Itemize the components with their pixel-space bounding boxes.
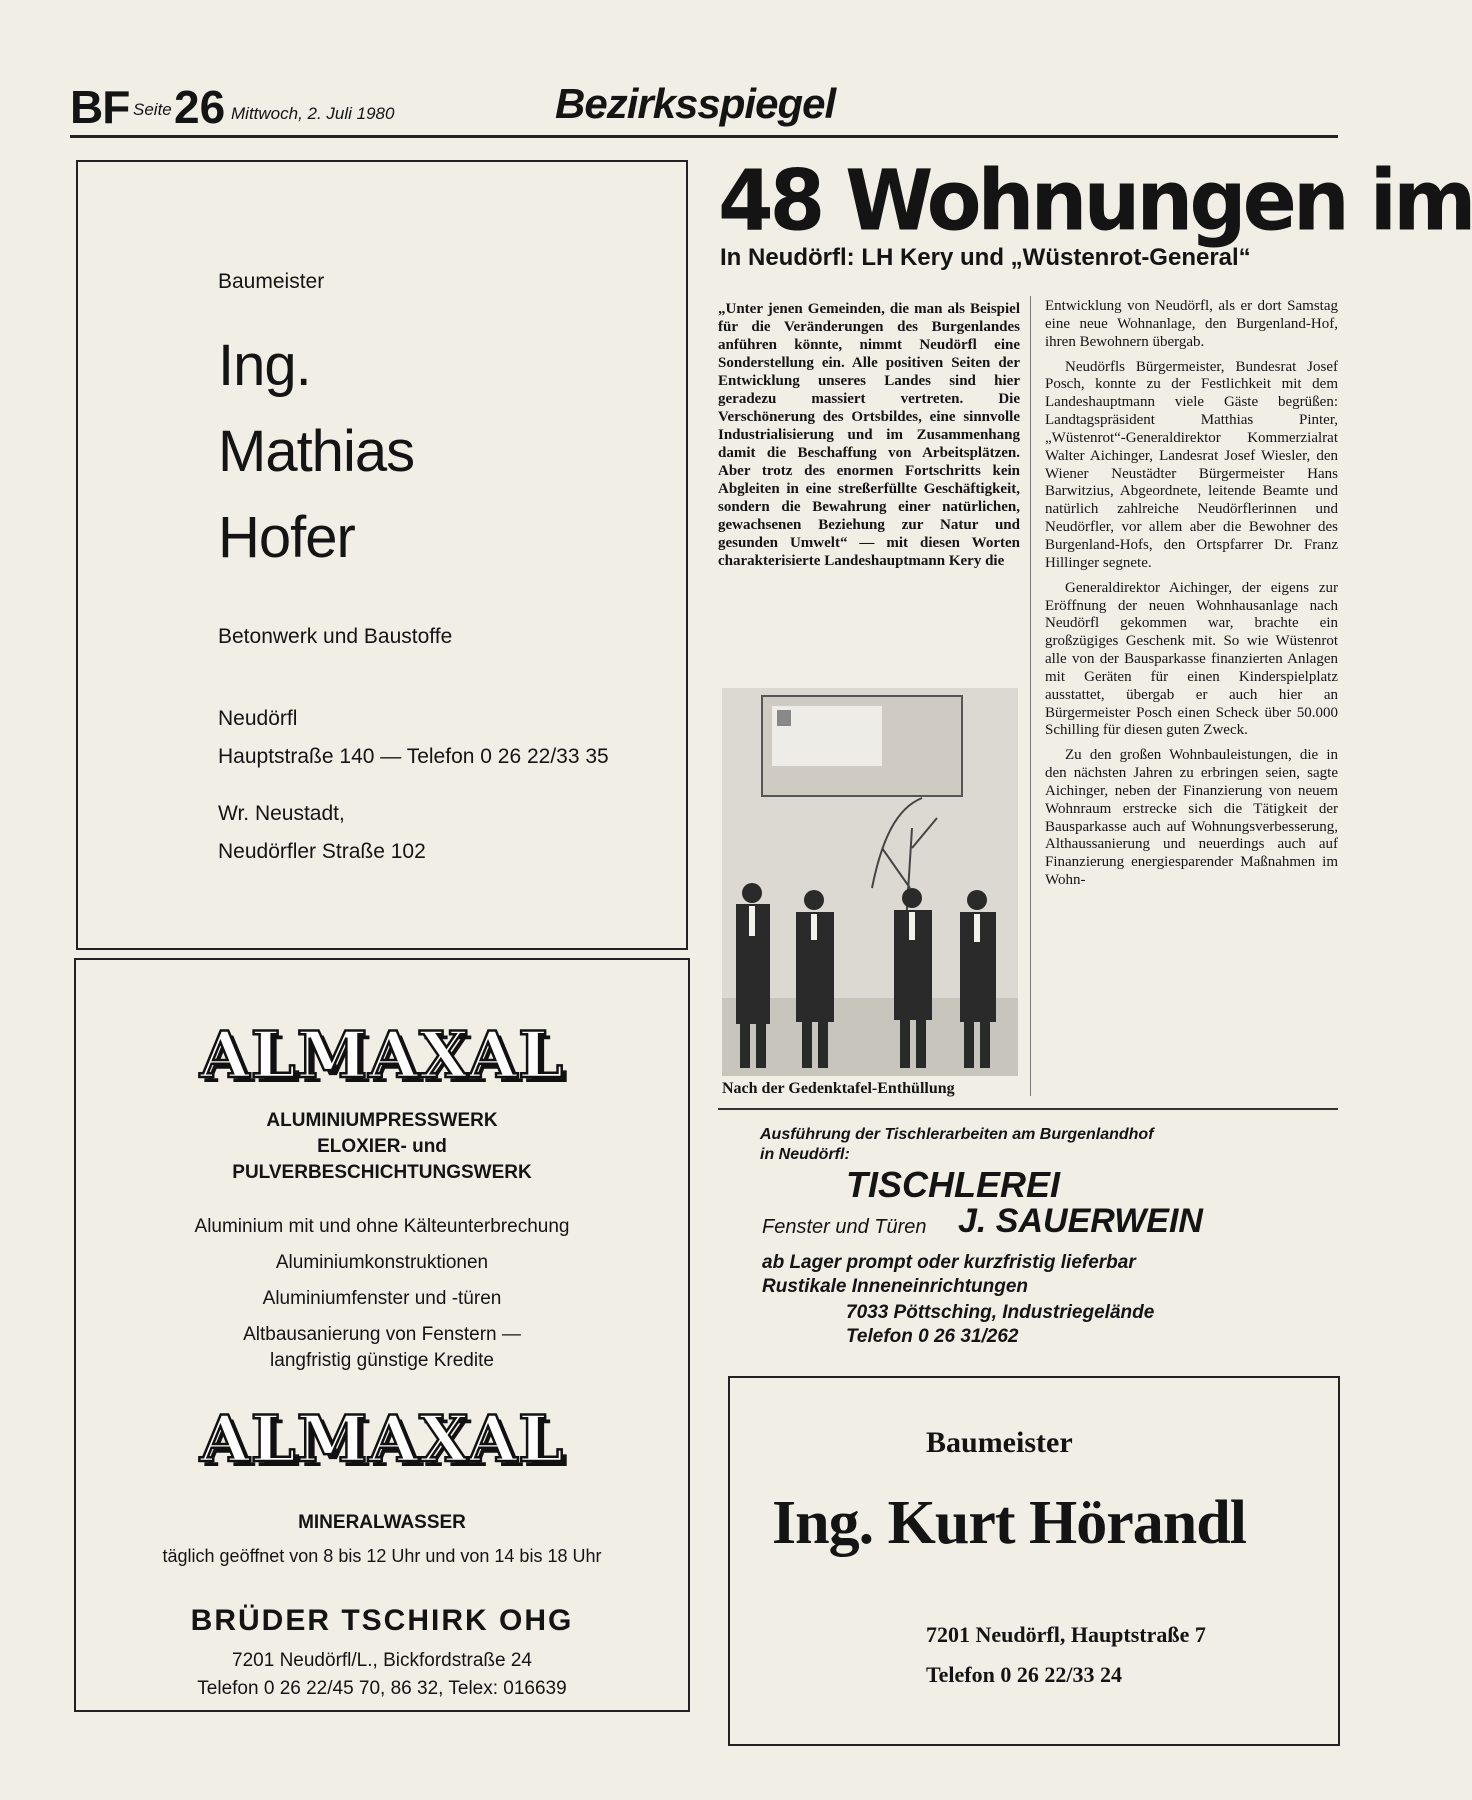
almaxal-logo-2: ALMAXAL [199,1402,565,1477]
article-photo [722,688,1018,1076]
article-lead: „Unter jenen Gemeinden, die man als Beispiel für die Veränderungen des Burgenlandes anführen könnte, nimmt Neudörfl eine Sonderstellung ein. Alle positiven Seiten der Entwicklung unseres Landes sind hier geradezu massiert vertreten. Die Verschönerung des Ortsbildes, eine sinnvolle Industrialisierung und im Zusammenhang damit die Beschaffung von Arbeitsplätzen. Aber trotz des enormen Fortschritts kein Abgleiten in eine streßerfüllte Geschäftigkeit, sondern die Bewahrung einer natürlichen, gewachsenen Beziehung zur Natur und gesunden Umwelt“ — mit diesen Worten charakterisierte Landeshauptmann Kery die [718,301,1020,569]
section-title: Bezirksspiegel [555,80,836,127]
almaxal-line-3: PULVERBESCHICHTUNGSWERK [232,1162,532,1183]
ad-hofer-address-1: Hauptstraße 140 — Telefon 0 26 22/33 35 [218,745,609,768]
tischlerei-phone: Telefon 0 26 31/262 [846,1326,1019,1347]
almaxal-line-2: ELOXIER- und [317,1136,447,1157]
article-subhead: In Neudörfl: LH Kery und „Wüstenrot-General“ [720,244,1251,271]
tischlerei-intro-1: Ausführung der Tischlerarbeiten am Burgenlandhof [760,1126,1154,1143]
tischlerei-address: 7033 Pöttsching, Industriegelände [846,1302,1155,1323]
tischlerei-line-2: Rustikale Inneneinrichtungen [762,1276,1029,1297]
issue-date: Mittwoch, 2. Juli 1980 [231,104,395,123]
article-paragraph: Neudörfls Bürgermeister, Bundesrat Josef Posch, konnte zu der Festlichkeit mit dem Landeshauptmann viele Gäste begrüßen: Landtagspräsident Matthias Pinter, „Wüstenrot“-Generaldirektor Kommerzialrat Walter Aichinger, Landesrat Josef Wiesler, den Wiener Neustädter Bürgermeister Hans Barwitzius, Abgeordnete, leitende Beamte und natürlich zahlreiche Neudörflerinnen und Neudörfler, vor allem aber die Bewohner des Burgenland-Hofs, den Ortspfarrer Dr. Franz Hillinger segnete. [1045,358,1338,571]
hoerandl-title: Baumeister [926,1426,1073,1459]
ad-hoerandl [728,1376,1340,1746]
almaxal-line-8: langfristig günstige Kredite [270,1350,494,1371]
ad-tischlerei [718,1112,1338,1362]
ad-hofer [76,160,688,950]
almaxal-hours: täglich geöffnet von 8 bis 12 Uhr und von 14 bis 18 Uhr [162,1546,602,1566]
section-rule [718,1108,1338,1110]
ad-hofer-town-1: Neudörfl [218,707,298,730]
almaxal-line-7: Altbausanierung von Fenstern — [243,1324,521,1345]
ad-hofer-name-1: Ing. [218,333,311,398]
tischlerei-title: TISCHLEREI [846,1164,1061,1205]
article-column-1 [718,300,1020,570]
almaxal-logo-1: ALMAXAL [199,1018,565,1093]
ad-hofer-business: Betonwerk und Baustoffe [218,625,453,648]
article-column-2 [1045,298,1338,1098]
page-label: Seite [133,100,172,119]
article-headline: 48 Wohnungen im [718,152,1472,250]
ad-almaxal [74,958,690,1712]
almaxal-line-5: Aluminiumkonstruktionen [275,1252,489,1273]
almaxal-line-4: Aluminium mit und ohne Kälteunterbrechung [194,1216,570,1237]
ad-hofer-name-2: Mathias [218,419,415,484]
almaxal-line-1: ALUMINIUMPRESSWERK [266,1110,498,1131]
hoerandl-address: 7201 Neudörfl, Hauptstraße 7 [926,1622,1206,1647]
ceremony-photo-illustration [722,688,1018,1076]
tischlerei-intro-2: in Neudörfl: [760,1146,850,1163]
almaxal-company: BRÜDER TSCHIRK OHG [190,1604,574,1637]
article-paragraph: Zu den großen Wohnbauleistungen, die in den nächsten Jahren zu erbringen seien, sagte Aichinger, neben der Finanzierung von neuem Wohnraum erstrecke sich die Tätigkeit der Bausparkasse auch auf Wohnungsverbesserung, Althaussanierung und neuerdings auch auf Finanzierung energiesparender Maßnahmen im Wohn- [1045,747,1338,889]
ad-hofer-name-3: Hofer [218,505,355,570]
paper-logo: BF [70,81,130,133]
ad-hofer-town-2: Wr. Neustadt, [218,802,345,825]
article-paragraph: Entwicklung von Neudörfl, als er dort Samstag eine neue Wohnanlage, den Burgenland-Hof, ihren Bewohnern übergab. [1045,298,1338,350]
tischlerei-products: Fenster und Türen [762,1216,927,1238]
header-rule [70,135,1338,138]
almaxal-phone: Telefon 0 26 22/45 70, 86 32, Telex: 016639 [197,1678,567,1699]
tischlerei-owner: J. SAUERWEIN [958,1202,1203,1240]
ad-hofer-address-2: Neudörfler Straße 102 [218,840,426,863]
ad-hofer-prefix: Baumeister [218,270,325,293]
page-number: 26 [174,81,226,133]
tischlerei-line-1: ab Lager prompt oder kurzfristig lieferbar [762,1252,1136,1273]
column-rule [1030,296,1031,1096]
almaxal-mineral: MINERALWASSER [298,1512,466,1533]
almaxal-address: 7201 Neudörfl/L., Bickfordstraße 24 [232,1650,532,1671]
article-paragraph: Generaldirektor Aichinger, der eigens zur Eröffnung der neuen Wohnhausanlage nach Neudörfl gekommen war, brachte ein großzügiges Geschenk mit. So wie Wüstenrot alle von der Bausparkasse finanzierten Anlagen mit Geräten für einen Kinderspielplatz ausstattet, übergab er auch hier an Bürgermeister Posch einen Scheck über 50.000 Schilling für diesen guten Zweck. [1045,579,1338,739]
hoerandl-name: Ing. Kurt Hörandl [772,1489,1246,1557]
hoerandl-phone: Telefon 0 26 22/33 24 [926,1662,1122,1687]
photo-caption: Nach der Gedenktafel-Enthüllung [722,1080,955,1097]
almaxal-line-6: Aluminiumfenster und -türen [262,1288,502,1309]
